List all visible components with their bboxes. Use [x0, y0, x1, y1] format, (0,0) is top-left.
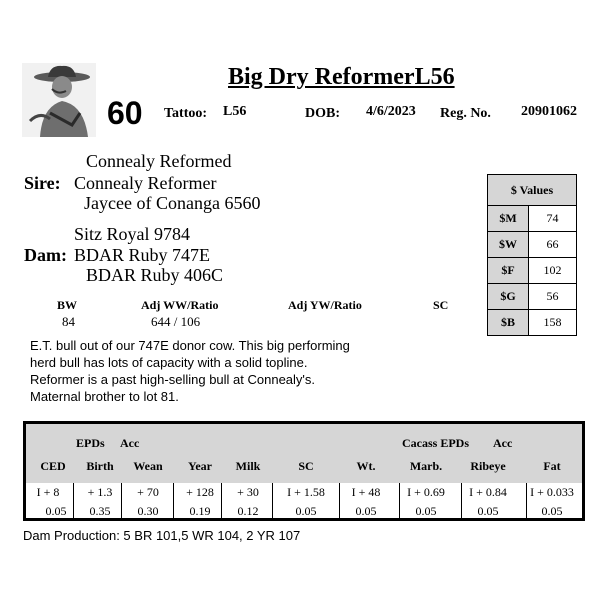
value-label: $G: [488, 284, 529, 310]
epd-accuracy: 0.12: [237, 504, 259, 518]
epd-accuracy: 0.19: [189, 504, 211, 518]
reg-label: Reg. No.: [440, 106, 491, 121]
epd-col-header: CED: [40, 459, 66, 473]
value-number: 158: [529, 310, 577, 336]
epd-table: [23, 421, 585, 521]
epd-accuracy: 0.05: [295, 504, 317, 518]
dollar-values-header: $ Values: [488, 175, 577, 206]
cowboy-logo: [22, 63, 96, 137]
dam-production: Dam Production: 5 BR 101,5 WR 104, 2 YR 107: [23, 528, 301, 543]
dam-sire: Sitz Royal 9784: [74, 224, 190, 244]
column-divider: [339, 483, 340, 521]
epd-group-label: EPDs: [76, 436, 105, 450]
ww-value: 644 / 106: [151, 314, 201, 329]
tattoo-value: L56: [223, 104, 247, 119]
epd-col-header: SC: [298, 459, 314, 473]
sire-label: Sire:: [24, 173, 61, 193]
epd-accuracy: 0.05: [355, 504, 377, 518]
column-divider: [73, 483, 74, 521]
epd-col-header: Ribeye: [470, 459, 506, 473]
bw-label: BW: [57, 298, 78, 312]
sire-name: Connealy Reformer: [74, 173, 217, 193]
epd-col-header: Marb.: [409, 459, 443, 473]
carcass-group-acc: Acc: [493, 436, 513, 450]
column-divider: [461, 483, 462, 521]
epd-accuracy: 0.05: [541, 504, 563, 518]
reg-value: 20901062: [521, 104, 577, 119]
epd-value: I + 8: [36, 485, 60, 499]
value-label: $B: [488, 310, 529, 336]
value-label: $F: [488, 258, 529, 284]
dob-value: 4/6/2023: [366, 104, 416, 119]
epd-col-header: Milk: [235, 459, 261, 473]
column-divider: [399, 483, 400, 521]
value-number: 74: [529, 206, 577, 232]
table-row: [488, 310, 577, 336]
lot-title: Big Dry ReformerL56: [228, 64, 455, 90]
epd-value: + 30: [237, 485, 259, 499]
table-row: [488, 232, 577, 258]
epd-header: [26, 424, 582, 483]
column-divider: [526, 483, 527, 521]
epd-col-header: Birth: [86, 459, 114, 473]
epd-group-acc: Acc: [120, 436, 140, 450]
column-divider: [272, 483, 273, 521]
dam-dam: BDAR Ruby 406C: [86, 265, 224, 285]
epd-accuracy: 0.30: [137, 504, 159, 518]
description-line: herd bull has lots of capacity with a solid topline.: [30, 355, 308, 370]
table-row: [488, 206, 577, 232]
sire-sire: Connealy Reformed: [86, 151, 232, 171]
value-number: 102: [529, 258, 577, 284]
epd-accuracy: 0.05: [477, 504, 499, 518]
column-divider: [173, 483, 174, 521]
sc-label: SC: [433, 298, 449, 312]
epd-value: + 70: [137, 485, 159, 499]
bw-value: 84: [62, 314, 75, 329]
epd-col-header: Wt.: [356, 459, 376, 473]
table-row: [488, 258, 577, 284]
yw-label: Adj YW/Ratio: [288, 298, 362, 312]
ww-label: Adj WW/Ratio: [141, 298, 219, 312]
epd-value: + 1.3: [87, 485, 113, 499]
epd-accuracy: 0.05: [415, 504, 437, 518]
epd-value: I + 48: [351, 485, 381, 499]
epd-col-header: Year: [188, 459, 212, 473]
description: [30, 337, 350, 405]
description-line: Reformer is a past high-selling bull at Connealy's.: [30, 372, 316, 387]
value-number: 56: [529, 284, 577, 310]
value-label: $M: [488, 206, 529, 232]
epd-value: I + 0.84: [469, 485, 507, 499]
epd-col-header: Fat: [543, 459, 561, 473]
column-divider: [121, 483, 122, 521]
epd-col-header: Wean: [133, 459, 163, 473]
epd-value: I + 0.033: [530, 485, 574, 499]
description-line: E.T. bull out of our 747E donor cow. This big performing: [30, 338, 350, 353]
lot-number: 60: [107, 95, 143, 131]
value-number: 66: [529, 232, 577, 258]
epd-accuracy: 0.05: [45, 504, 67, 518]
sire-dam: Jaycee of Conanga 6560: [84, 193, 261, 213]
epd-accuracy: 0.35: [89, 504, 111, 518]
dob-label: DOB:: [305, 106, 340, 121]
tattoo-label: Tattoo:: [164, 106, 208, 121]
epd-value: I + 0.69: [407, 485, 445, 499]
table-row: [488, 284, 577, 310]
epd-value: I + 1.58: [287, 485, 325, 499]
value-label: $W: [488, 232, 529, 258]
description-line: Maternal brother to lot 81.: [30, 389, 179, 404]
dam-name: BDAR Ruby 747E: [74, 245, 211, 265]
dam-label: Dam:: [24, 245, 67, 265]
column-divider: [221, 483, 222, 521]
dollar-values-table: [487, 174, 577, 336]
carcass-group-label: Cacass EPDs: [402, 436, 470, 450]
epd-value: + 128: [186, 485, 214, 499]
